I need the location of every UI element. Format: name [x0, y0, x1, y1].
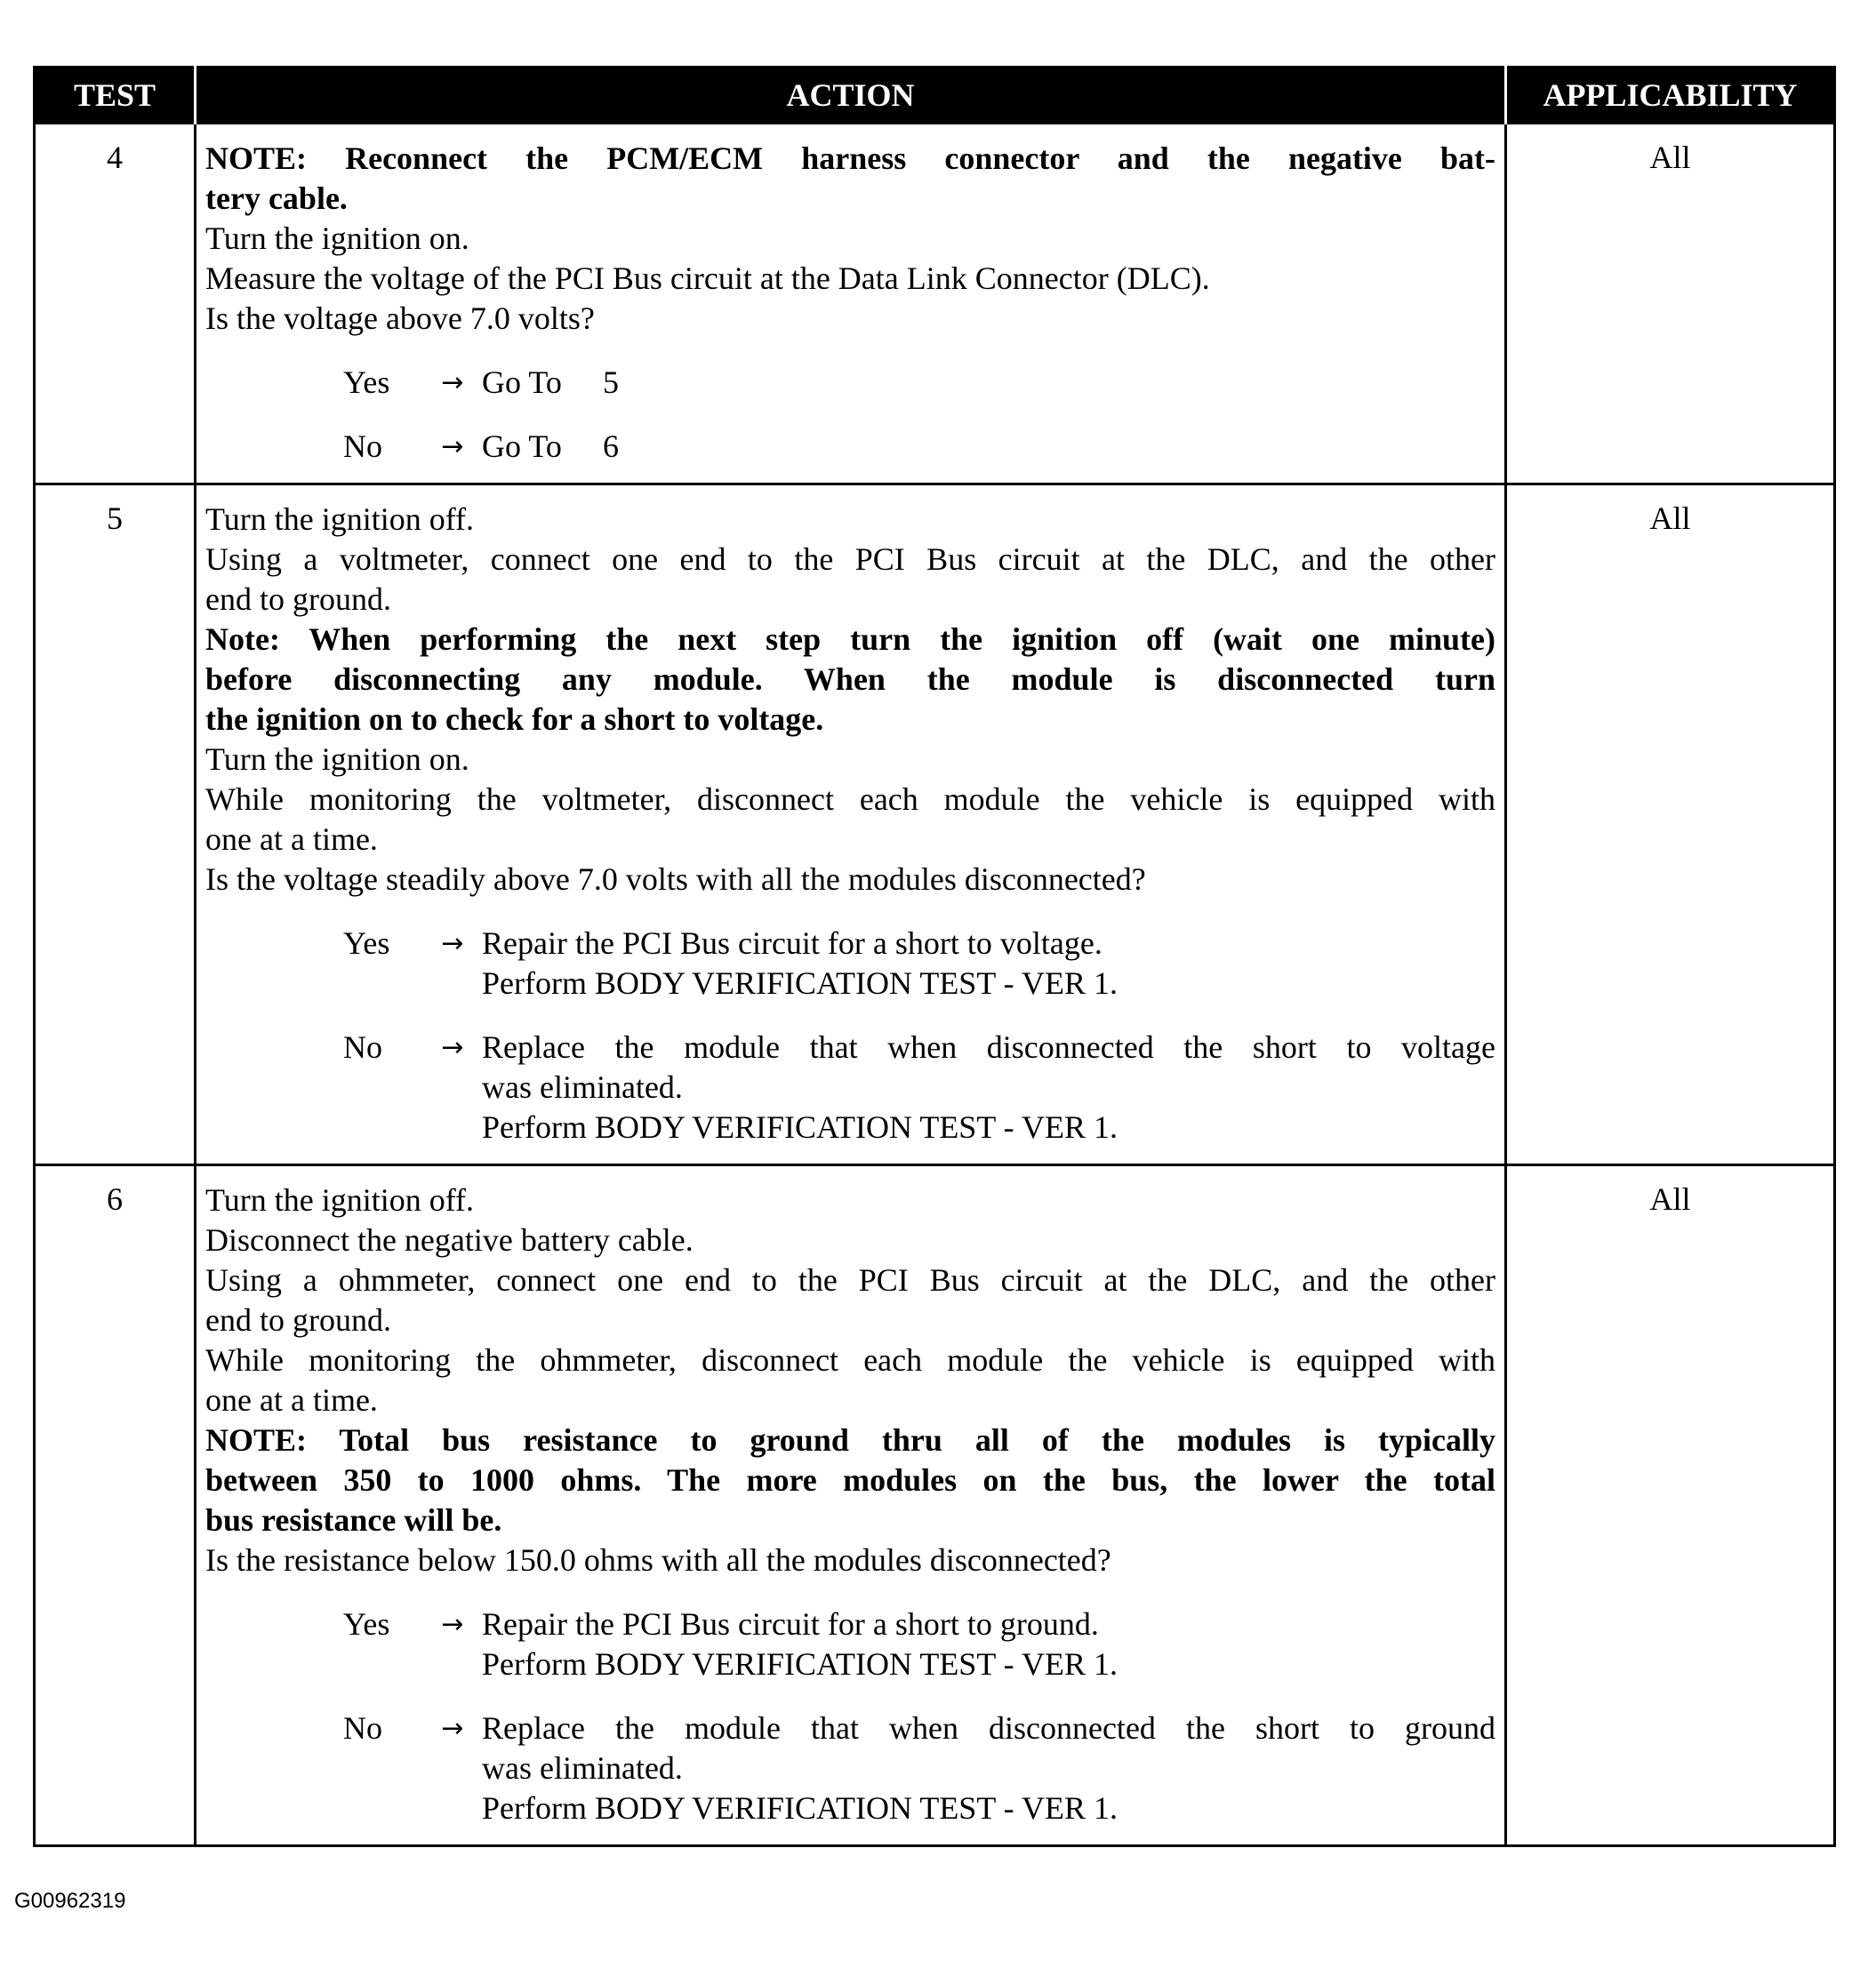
note-text: before disconnecting any module. When the module is disconnected turn: [205, 661, 1495, 697]
action-step: Using a voltmeter, connect one end to the PCI Bus circuit at the DLC, and the other: [205, 541, 1495, 577]
choice-no: [205, 1708, 1495, 1828]
action-step: Turn the ignition off.: [205, 1182, 475, 1218]
note-text: between 350 to 1000 ohms. The more modules on the bus, the lower the total: [205, 1462, 1495, 1498]
goto-target: 6: [603, 428, 619, 464]
result-line: Perform BODY VERIFICATION TEST - VER 1.: [482, 1646, 1118, 1682]
result-line: Perform BODY VERIFICATION TEST - VER 1.: [482, 1790, 1118, 1826]
table-row-test-4: [35, 124, 1835, 484]
arrow-right-icon: →: [441, 1713, 464, 1744]
header-test: TEST: [35, 68, 196, 124]
action-step: Measure the voltage of the PCI Bus circuit at the Data Link Connector (DLC).: [205, 260, 1210, 296]
action-step: one at a time.: [205, 821, 378, 857]
choice-label: No: [343, 1710, 382, 1746]
action-step: Turn the ignition on.: [205, 741, 469, 777]
action-cell: [196, 124, 1506, 484]
arrow-right-icon: →: [441, 1609, 464, 1640]
figure-id: G00962319: [14, 1889, 126, 1913]
result-line: Perform BODY VERIFICATION TEST - VER 1.: [482, 965, 1118, 1001]
table-row-test-6: [35, 1165, 1835, 1846]
result-line: Replace the module that when disconnected the short to voltage: [482, 1029, 1495, 1065]
test-number: 6: [35, 1165, 196, 1846]
choice-result: [482, 363, 1495, 403]
goto-text: Go To: [482, 428, 562, 464]
result-line: Perform BODY VERIFICATION TEST - VER 1.: [482, 1109, 1118, 1145]
diagnostic-procedure-sheet: [33, 66, 1833, 1847]
result-line: Replace the module that when disconnected the short to ground: [482, 1710, 1495, 1746]
note-text: bus resistance will be.: [205, 1502, 502, 1538]
choice-label: No: [343, 428, 382, 464]
result-line: was eliminated.: [482, 1750, 683, 1786]
action-step: end to ground.: [205, 1302, 391, 1338]
choice-yes: [205, 924, 1495, 1004]
test-number: 4: [35, 124, 196, 484]
goto-target: 5: [603, 364, 619, 400]
header-applicability: APPLICABILITY: [1506, 68, 1835, 124]
table-row-test-5: [35, 484, 1835, 1165]
table-header-row: [35, 68, 1835, 124]
arrow-right-icon: →: [441, 1032, 464, 1063]
arrow-right-icon: →: [441, 367, 464, 398]
applicability-value: All: [1506, 1165, 1835, 1846]
diagnostic-test-table: [33, 66, 1836, 1847]
header-action: ACTION: [196, 68, 1506, 124]
action-step: end to ground.: [205, 581, 391, 617]
action-cell: [196, 1165, 1506, 1846]
choice-no: [205, 427, 1495, 467]
note-text: NOTE: Total bus resistance to ground thru all of the modules is typically: [205, 1422, 1495, 1458]
choice-result: [482, 924, 1495, 1004]
action-step: Turn the ignition off.: [205, 501, 475, 537]
test-number: 5: [35, 484, 196, 1165]
arrow-right-icon: →: [441, 928, 464, 959]
question-text: Is the resistance below 150.0 ohms with all the modules disconnected?: [205, 1542, 1111, 1578]
choice-label: Yes: [343, 364, 390, 400]
arrow-right-icon: →: [441, 431, 464, 462]
question-text: Is the voltage steadily above 7.0 volts with all the modules disconnected?: [205, 861, 1146, 897]
action-step: While monitoring the ohmmeter, disconnect each module the vehicle is equipped with: [205, 1342, 1495, 1378]
applicability-value: All: [1506, 484, 1835, 1165]
question-text: Is the voltage above 7.0 volts?: [205, 300, 595, 336]
result-line: Repair the PCI Bus circuit for a short to ground.: [482, 1606, 1099, 1642]
action-step: one at a time.: [205, 1382, 378, 1418]
action-step: Using a ohmmeter, connect one end to the PCI Bus circuit at the DLC, and the other: [205, 1262, 1495, 1298]
note-text: the ignition on to check for a short to voltage.: [205, 701, 824, 737]
choice-result: [482, 1708, 1495, 1828]
choice-result: [482, 1604, 1495, 1684]
result-line: was eliminated.: [482, 1069, 683, 1105]
result-line: Repair the PCI Bus circuit for a short to voltage.: [482, 925, 1102, 961]
choice-label: Yes: [343, 925, 390, 961]
choice-yes: [205, 363, 1495, 403]
note-text: tery cable.: [205, 180, 348, 216]
action-step: Turn the ignition on.: [205, 220, 469, 256]
choice-no: [205, 1028, 1495, 1148]
choice-label: No: [343, 1029, 382, 1065]
action-step: While monitoring the voltmeter, disconnect each module the vehicle is equipped with: [205, 781, 1495, 817]
goto-text: Go To: [482, 364, 562, 400]
applicability-value: All: [1506, 124, 1835, 484]
action-step: Disconnect the negative battery cable.: [205, 1222, 693, 1258]
note-text: NOTE: Reconnect the PCM/ECM harness connector and the negative bat-: [205, 140, 1495, 176]
note-text: Note: When performing the next step turn the ignition off (wait one minute): [205, 621, 1495, 657]
choice-result: [482, 1028, 1495, 1148]
action-cell: [196, 484, 1506, 1165]
choice-label: Yes: [343, 1606, 390, 1642]
choice-result: [482, 427, 1495, 467]
choice-yes: [205, 1604, 1495, 1684]
